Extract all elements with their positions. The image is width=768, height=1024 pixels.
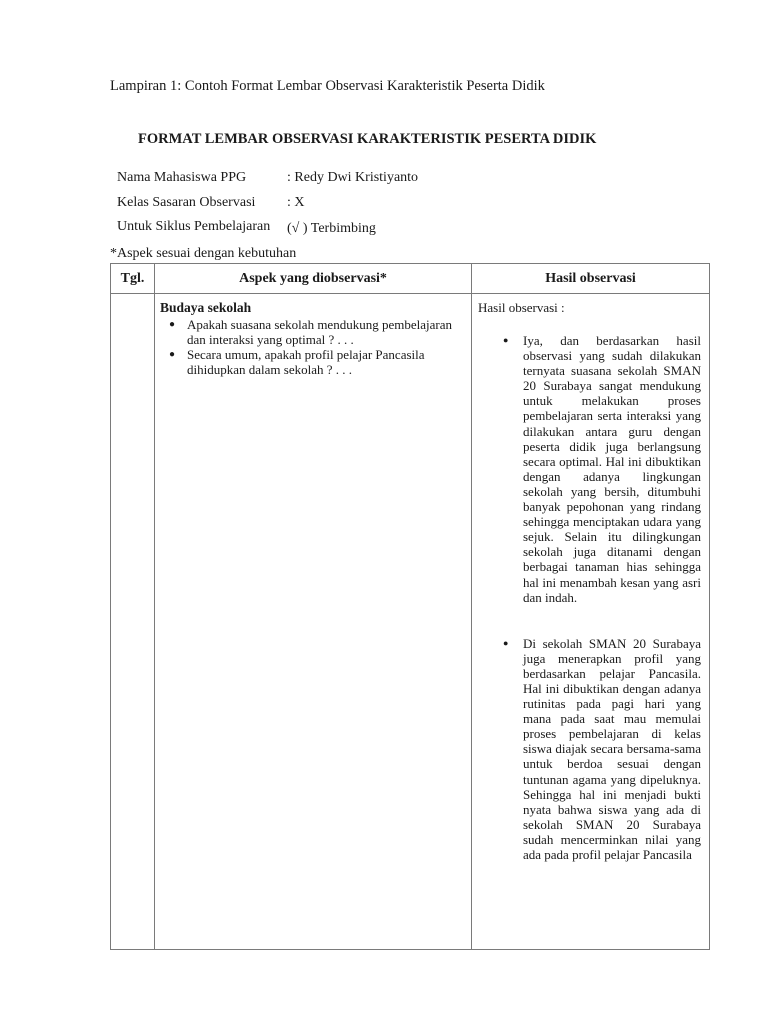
- info-value: (√ ) Terbimbing: [287, 221, 376, 236]
- tgl-cell: [111, 294, 155, 950]
- aspek-cell: [155, 294, 472, 950]
- hasil-list: [478, 333, 702, 862]
- observation-table: [110, 263, 710, 950]
- list-item: ● Di sekolah SMAN 20 Surabaya juga menerapkan profil yang berdasarkan pelajar Pancasila. Hal ini dibuktikan dengan adanya rutinitas pada pagi hari yang mana pada saat mau memulai proses pembelajaran di kelas siswa diajak secara bersama-sama untuk berdoa sesuai dengan tuntunan agama yang dipeluknya. Sehingga hal ini menjadi bukti nyata bahwa siswa yang ada di sekolah SMAN 20 Surabaya sudah mencerminkan nilai yang ada pada profil pelajar Pancasila: [523, 636, 701, 862]
- aspect-note: *Aspek sesuai dengan kebutuhan: [110, 246, 297, 261]
- info-row-siklus: [117, 219, 376, 235]
- hasil-cell: [472, 294, 710, 950]
- table-row: [111, 294, 710, 950]
- table-header-row: [111, 264, 710, 294]
- header-hasil: Hasil observasi: [472, 264, 710, 294]
- info-value: : X: [287, 195, 305, 210]
- info-value: : Redy Dwi Kristiyanto: [287, 170, 419, 185]
- hasil-heading: Hasil observasi :: [478, 300, 565, 315]
- aspect-section-title: Budaya sekolah: [160, 300, 252, 315]
- document-title: FORMAT LEMBAR OBSERVASI KARAKTERISTIK PESERTA DIDIK: [138, 131, 597, 147]
- header-tgl: Tgl.: [111, 264, 155, 294]
- info-row-kelas: [117, 195, 305, 211]
- info-label: Untuk Siklus Pembelajaran: [117, 219, 271, 234]
- aspect-list: [160, 317, 465, 377]
- list-item: ● Apakah suasana sekolah mendukung pembelajaran dan interaksi yang optimal ? . . .: [187, 317, 465, 347]
- info-row-nama: [117, 170, 418, 186]
- list-item: ● Iya, dan berdasarkan hasil observasi yang sudah dilakukan ternyata suasana sekolah SMAN 20 Surabaya sangat mendukung untuk melakukan proses pembelajaran serta interaksi yang dilakukan antara guru dengan peserta didik juga berlangsung secara optimal. Hal ini dibuktikan dengan adanya lingkungan sekolah yang bersih, ditumbuhi banyak pepohonan yang rindang sehingga menciptakan udara yang sejuk. Selain itu dilingkungan sekolah juga ditanami dengan berbagai tanaman hias sehingga hal ini menambah kesan yang asri dan indah.: [523, 333, 701, 605]
- info-label: Kelas Sasaran Observasi: [117, 195, 256, 210]
- info-label: Nama Mahasiswa PPG: [117, 170, 247, 185]
- header-aspek: Aspek yang diobservasi*: [155, 264, 472, 294]
- appendix-caption: Lampiran 1: Contoh Format Lembar Observasi Karakteristik Peserta Didik: [110, 78, 545, 94]
- list-item: ● Secara umum, apakah profil pelajar Pancasila dihidupkan dalam sekolah ? . . .: [187, 347, 465, 377]
